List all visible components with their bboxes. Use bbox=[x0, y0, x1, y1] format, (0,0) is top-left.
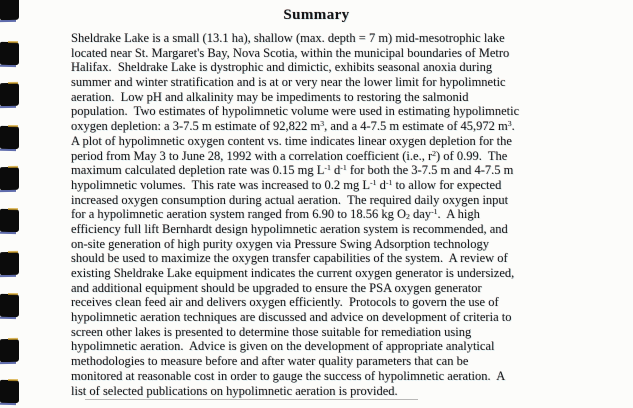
text-line: screen other lakes is presented to determine those suitable for remediation using bbox=[71, 324, 472, 339]
summary-paragraph bbox=[71, 31, 623, 398]
text-line: A plot of hypolimnetic oxygen content vs. time indicates linear oxygen depletion for the bbox=[71, 133, 512, 148]
binding-hole-mark bbox=[0, 380, 19, 403]
text-line: efficiency full lift Bernhardt design hypolimnetic aeration system is recommended, and bbox=[71, 221, 508, 236]
text-line: hypolimnetic volumes. This rate was increased to 0.2 mg $L^{-1}$ $d^{-1}$ to allow for expected bbox=[71, 177, 502, 192]
text-line: should be used to maximize the oxygen transfer capabilities of the system. A review of bbox=[71, 251, 508, 266]
text-line: increased oxygen consumption during actual aeration. The required daily oxygen input bbox=[71, 192, 509, 207]
text-line: methodologies to measure before and after water quality parameters that can be bbox=[71, 354, 469, 369]
scan-artifact-line bbox=[85, 399, 418, 400]
text-line: oxygen depletion: a 3-7.5 m estimate of 92,822 $m^3$, and a 4-7.5 m estimate of 45,972 $m^3$. bbox=[71, 119, 515, 134]
page-title: Summary bbox=[283, 7, 350, 23]
text-line: list of selected publications on hypolimnetic aeration is provided. bbox=[71, 383, 398, 398]
text-line: on-site generation of high purity oxygen via Pressure Swing Adsorption technology bbox=[71, 236, 489, 251]
text-line: summer and winter stratification and is at or very near the lower limit for hypolimnetic bbox=[71, 75, 506, 90]
binding-hole-mark bbox=[0, 167, 19, 190]
binding-hole-mark bbox=[0, 83, 19, 106]
text-line: hypolimnetic aeration. Advice is given on the development of appropriate analytical bbox=[71, 339, 495, 354]
text-line: monitored at reasonable cost in order to gauge the success of hypolimnetic aeration. A bbox=[71, 368, 506, 383]
text-line: aeration. Low pH and alkalinity may be impediments to restoring the salmonid bbox=[71, 89, 469, 104]
text-line: hypolimnetic aeration techniques are discussed and advice on development of criteria to bbox=[71, 310, 512, 325]
binding-hole-mark bbox=[0, 42, 19, 65]
binding-hole-mark bbox=[0, 294, 19, 317]
binding-hole-mark bbox=[0, 209, 19, 232]
text-line: existing Sheldrake Lake equipment indicates the current oxygen generator is undersized, bbox=[71, 266, 515, 280]
binding-hole-mark bbox=[0, 339, 19, 362]
text-line: for a hypolimnetic aeration system ranged from 6.90 to 18.56 kg $O_2$ day$^{-1}$. A high bbox=[71, 207, 480, 222]
text-line: located near St. Margaret's Bay, Nova Scotia, within the municipal boundaries of Metro bbox=[71, 45, 510, 60]
text-line: and additional equipment should be upgraded to ensure the PSA oxygen generator bbox=[71, 280, 482, 295]
binding-hole-mark bbox=[0, 126, 19, 149]
text-line: receives clean feed air and delivers oxygen efficiently. Protocols to govern the use of bbox=[71, 295, 499, 310]
text-line: population. Two estimates of hypolimnetic volume were used in estimating hypolimnetic bbox=[71, 104, 520, 119]
binding-hole-mark bbox=[0, 252, 19, 275]
text-line: Sheldrake Lake is a small (13.1 ha), shallow (max. depth = 7 m) mid-mesotrophic lake bbox=[71, 31, 505, 45]
binding-hole-mark bbox=[0, 0, 19, 20]
text-line: Halifax. Sheldrake Lake is dystrophic and dimictic, exhibits seasonal anoxia during bbox=[71, 60, 493, 75]
text-line: period from May 3 to June 28, 1992 with a correlation coefficient (i.e., $r^2$) of 0.99. The bbox=[71, 148, 508, 163]
text-line: maximum calculated depletion rate was 0.15 mg $L^{-1}$ $d^{-1}$ for both the 3-7.5 m and 4-7.5 m bbox=[71, 163, 514, 178]
